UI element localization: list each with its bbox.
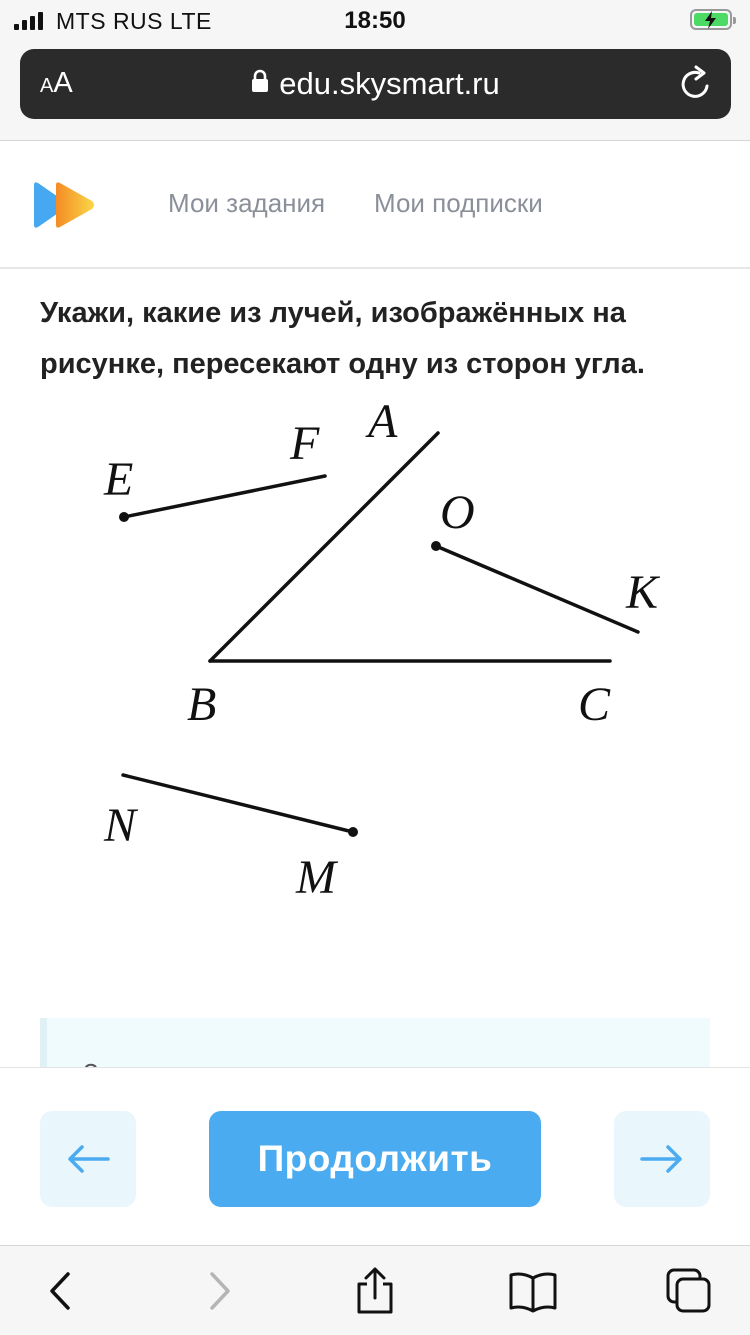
url-field[interactable] xyxy=(20,66,731,104)
task-navigation xyxy=(0,1067,750,1246)
point-m xyxy=(348,827,358,837)
bookmarks-icon[interactable] xyxy=(508,1266,558,1316)
point-o xyxy=(431,541,441,551)
ray-ba xyxy=(210,433,438,661)
browser-chrome xyxy=(0,0,750,141)
arrow-left-icon xyxy=(66,1145,110,1173)
nav-my-subscriptions[interactable]: Мои подписки xyxy=(374,188,543,218)
label-k: K xyxy=(626,566,659,619)
tabs-icon[interactable] xyxy=(664,1266,714,1316)
label-n: N xyxy=(104,799,137,852)
back-icon[interactable] xyxy=(38,1266,88,1316)
text-size-button[interactable]: AA xyxy=(40,67,73,99)
battery-icon xyxy=(690,9,732,30)
ray-ef xyxy=(124,476,325,517)
prev-button[interactable] xyxy=(40,1111,136,1207)
status-bar xyxy=(0,0,750,40)
nav-my-tasks[interactable]: Мои задания xyxy=(168,188,326,218)
carrier-label: MTS RUS LTE xyxy=(56,8,212,34)
url-text: edu.skysmart.ru xyxy=(279,66,500,101)
skysmart-logo[interactable] xyxy=(30,181,100,234)
label-m: M xyxy=(296,851,336,904)
label-b: B xyxy=(187,678,217,731)
geometry-figure xyxy=(0,390,750,910)
label-f: F xyxy=(290,417,320,470)
share-icon[interactable] xyxy=(350,1266,400,1316)
continue-button[interactable]: Продолжить xyxy=(209,1111,541,1207)
reload-icon[interactable] xyxy=(677,65,713,108)
point-e xyxy=(119,512,129,522)
label-a: A xyxy=(368,395,398,448)
question-text: Укажи, какие из лучей, изображённых на рисунке, пересекают одну из сторон угла. xyxy=(40,297,645,380)
ray-mn xyxy=(123,775,353,832)
rays-diagram xyxy=(0,390,750,910)
clock: 18:50 xyxy=(344,7,406,34)
arrow-right-icon xyxy=(640,1145,684,1173)
ray-ok xyxy=(436,546,638,632)
next-button[interactable] xyxy=(614,1111,710,1207)
safari-toolbar xyxy=(0,1245,750,1335)
site-header xyxy=(0,141,750,269)
label-c: C xyxy=(578,678,611,731)
address-bar[interactable] xyxy=(20,49,731,119)
lock-icon xyxy=(251,65,269,101)
label-o: O xyxy=(440,486,475,539)
forward-icon[interactable] xyxy=(194,1266,244,1316)
label-e: E xyxy=(104,453,134,506)
